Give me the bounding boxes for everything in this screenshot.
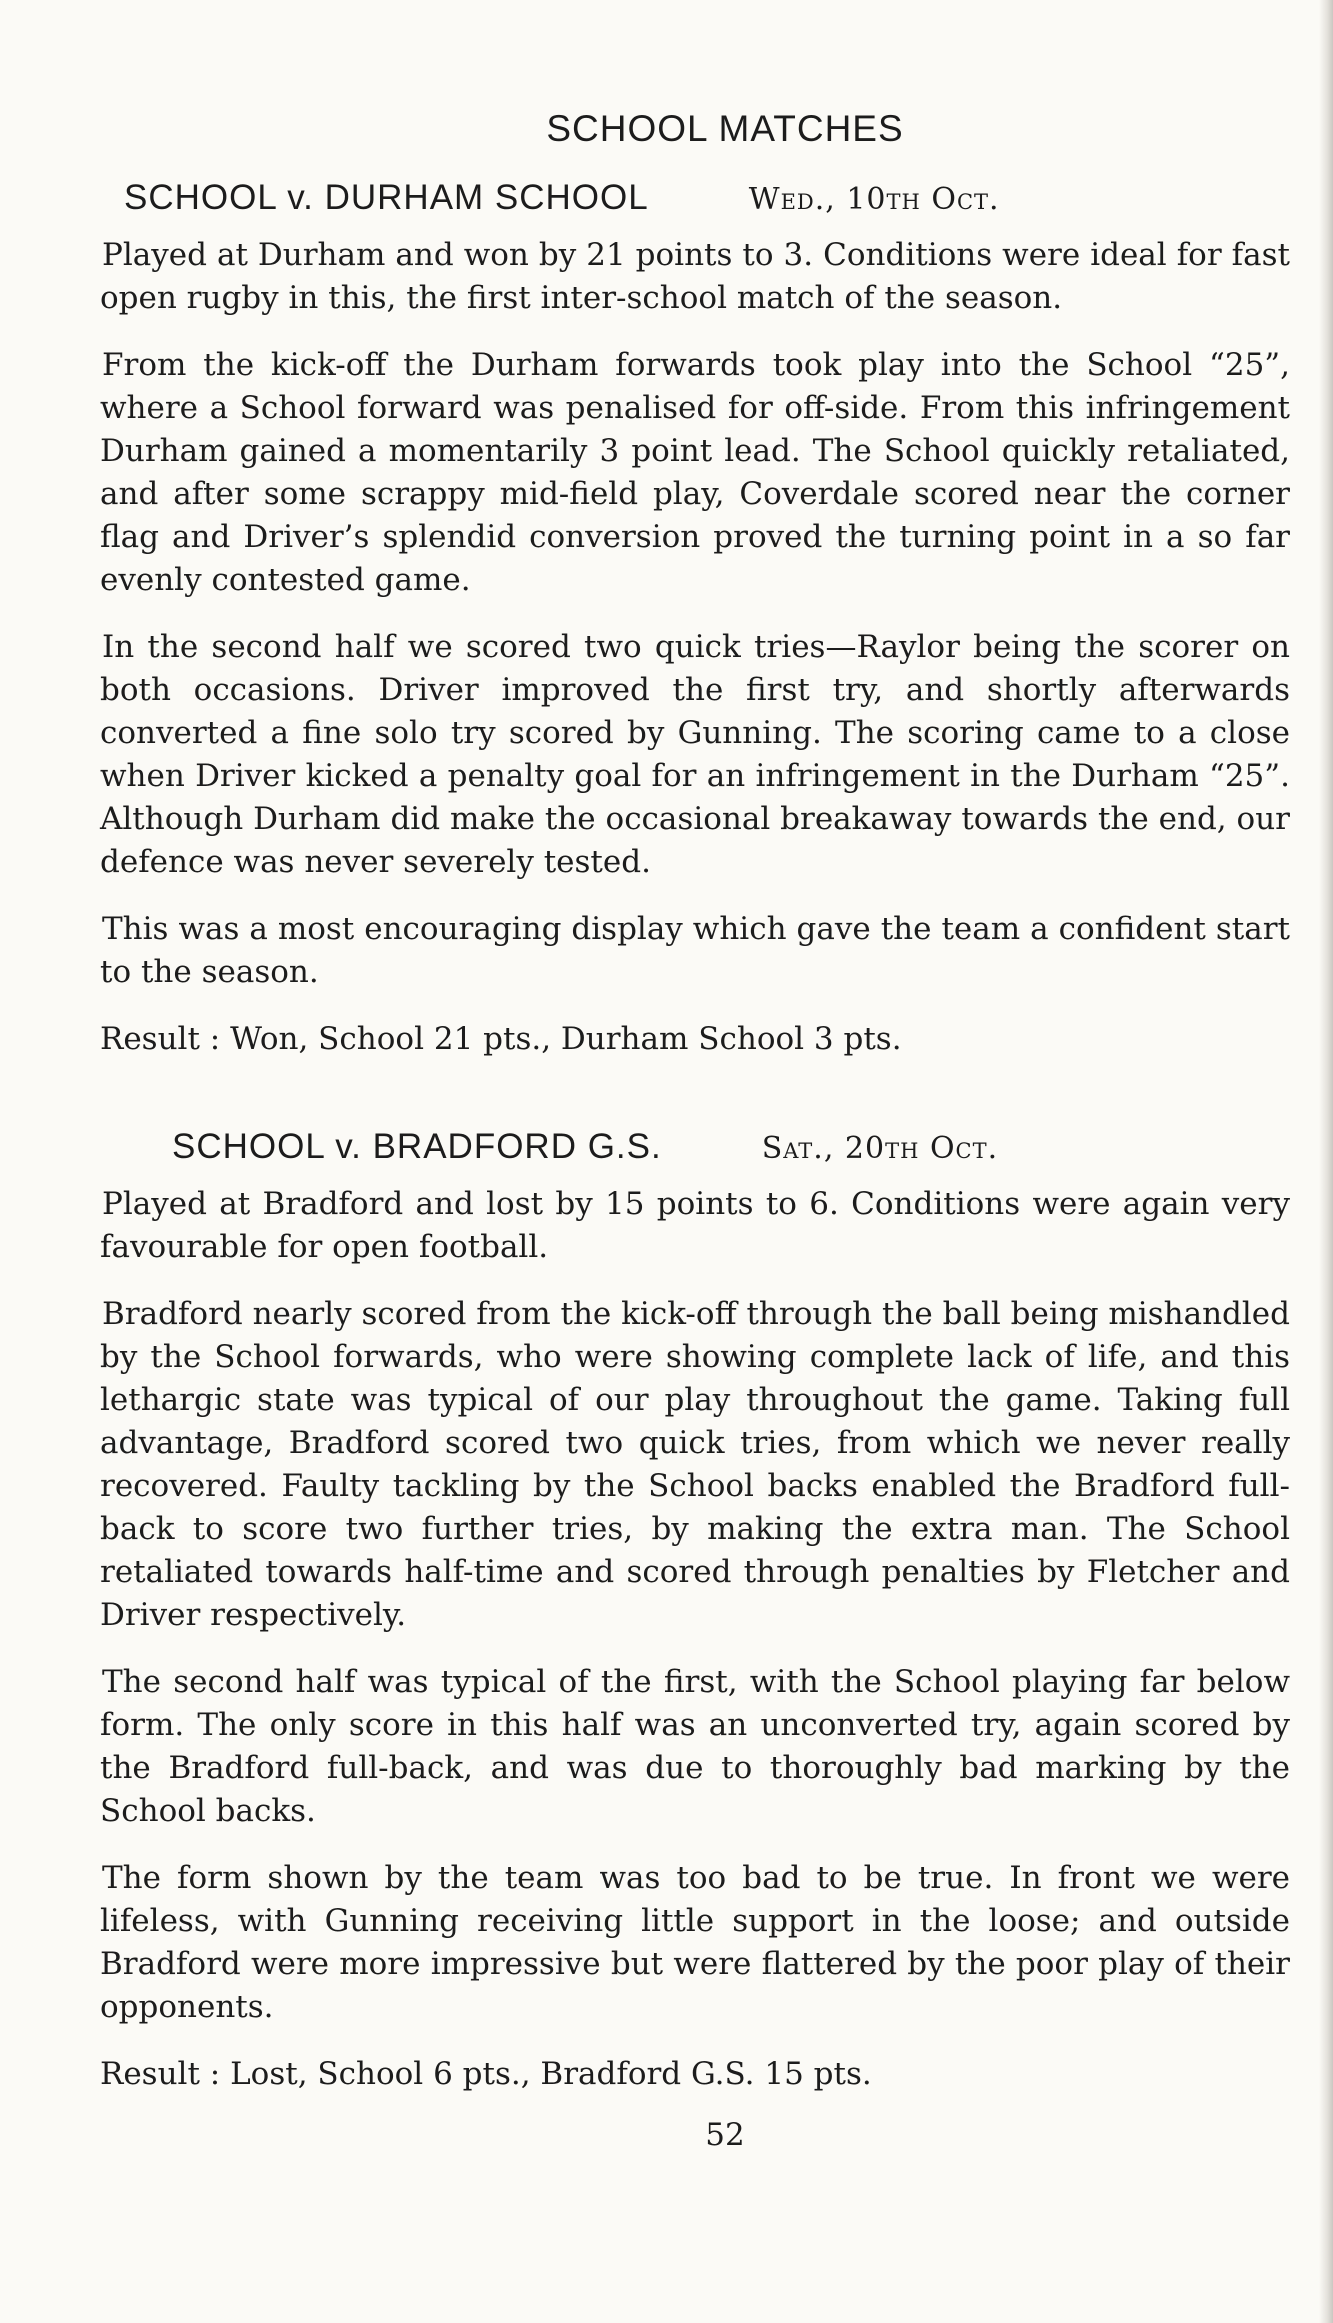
match-date: Sat., 20th Oct. [761,1131,999,1166]
page-content [100,100,1290,2157]
match-title: SCHOOL v. DURHAM SCHOOL [124,178,649,217]
section-title: SCHOOL MATCHES [546,108,904,149]
match-paragraph: Played at Durham and won by 21 points to 3. Conditions were ideal for fast open rugby in this, the first inter-school match of the season. [100,237,1290,316]
match-title: SCHOOL v. BRADFORD G.S. [172,1127,662,1166]
match-date: Wed., 10th Oct. [748,182,1000,217]
match-result: Result : Won, School 21 pts., Durham School 3 pts. [100,1021,902,1057]
page-number: 52 [705,2117,745,2153]
match-paragraph: Bradford nearly scored from the kick-off through the ball being mishandled by the School forwards, who were showing complete lack of life, and this lethargic state was typical of our play throughout the game. Taking full advantage, Bradford scored two quick tries, from which we never really recovered. Faulty tackling by the School backs enabled the Bradford full-back to score two further tries, by making the extra man. The School retaliated towards half-time and scored through penalties by Fletcher and Driver respectively. [100,1296,1290,1633]
page-edge-shadow [1319,0,1333,2323]
match-heading-durham [100,172,1290,226]
match-paragraph: This was a most encouraging display which gave the team a confident start to the season. [100,911,1290,990]
match-paragraph: Played at Bradford and lost by 15 points to 6. Conditions were again very favourable for open football. [100,1186,1290,1265]
match-paragraph: The second half was typical of the first, with the School playing far below form. The only score in this half was an unconverted try, again scored by the Bradford full-back, and was due to thoroughly bad marking by the School backs. [100,1664,1290,1829]
match-heading-bradford [100,1121,1290,1175]
match-result: Result : Lost, School 6 pts., Bradford G.S. 15 pts. [100,2056,872,2092]
match-paragraph: In the second half we scored two quick tries—Raylor being the scorer on both occasions. Driver improved the first try, and shortly afterwards converted a fine solo try scored by Gunning. The scoring came to a close when Driver kicked a penalty goal for an infringement in the Durham “25”. Although Durham did make the occasional breakaway towards the end, our defence was never severely tested. [100,629,1290,880]
match-paragraph: From the kick-off the Durham forwards took play into the School “25”, where a School forward was penalised for off-side. From this infringement Durham gained a momentarily 3 point lead. The School quickly retaliated, and after some scrappy mid-field play, Coverdale scored near the corner flag and Driver’s splendid conversion proved the turning point in a so far evenly contested game. [100,347,1290,598]
match-paragraph: The form shown by the team was too bad to be true. In front we were lifeless, with Gunning receiving little support in the loose; and outside Bradford were more impressive but were flattered by the poor play of their opponents. [100,1860,1290,2025]
